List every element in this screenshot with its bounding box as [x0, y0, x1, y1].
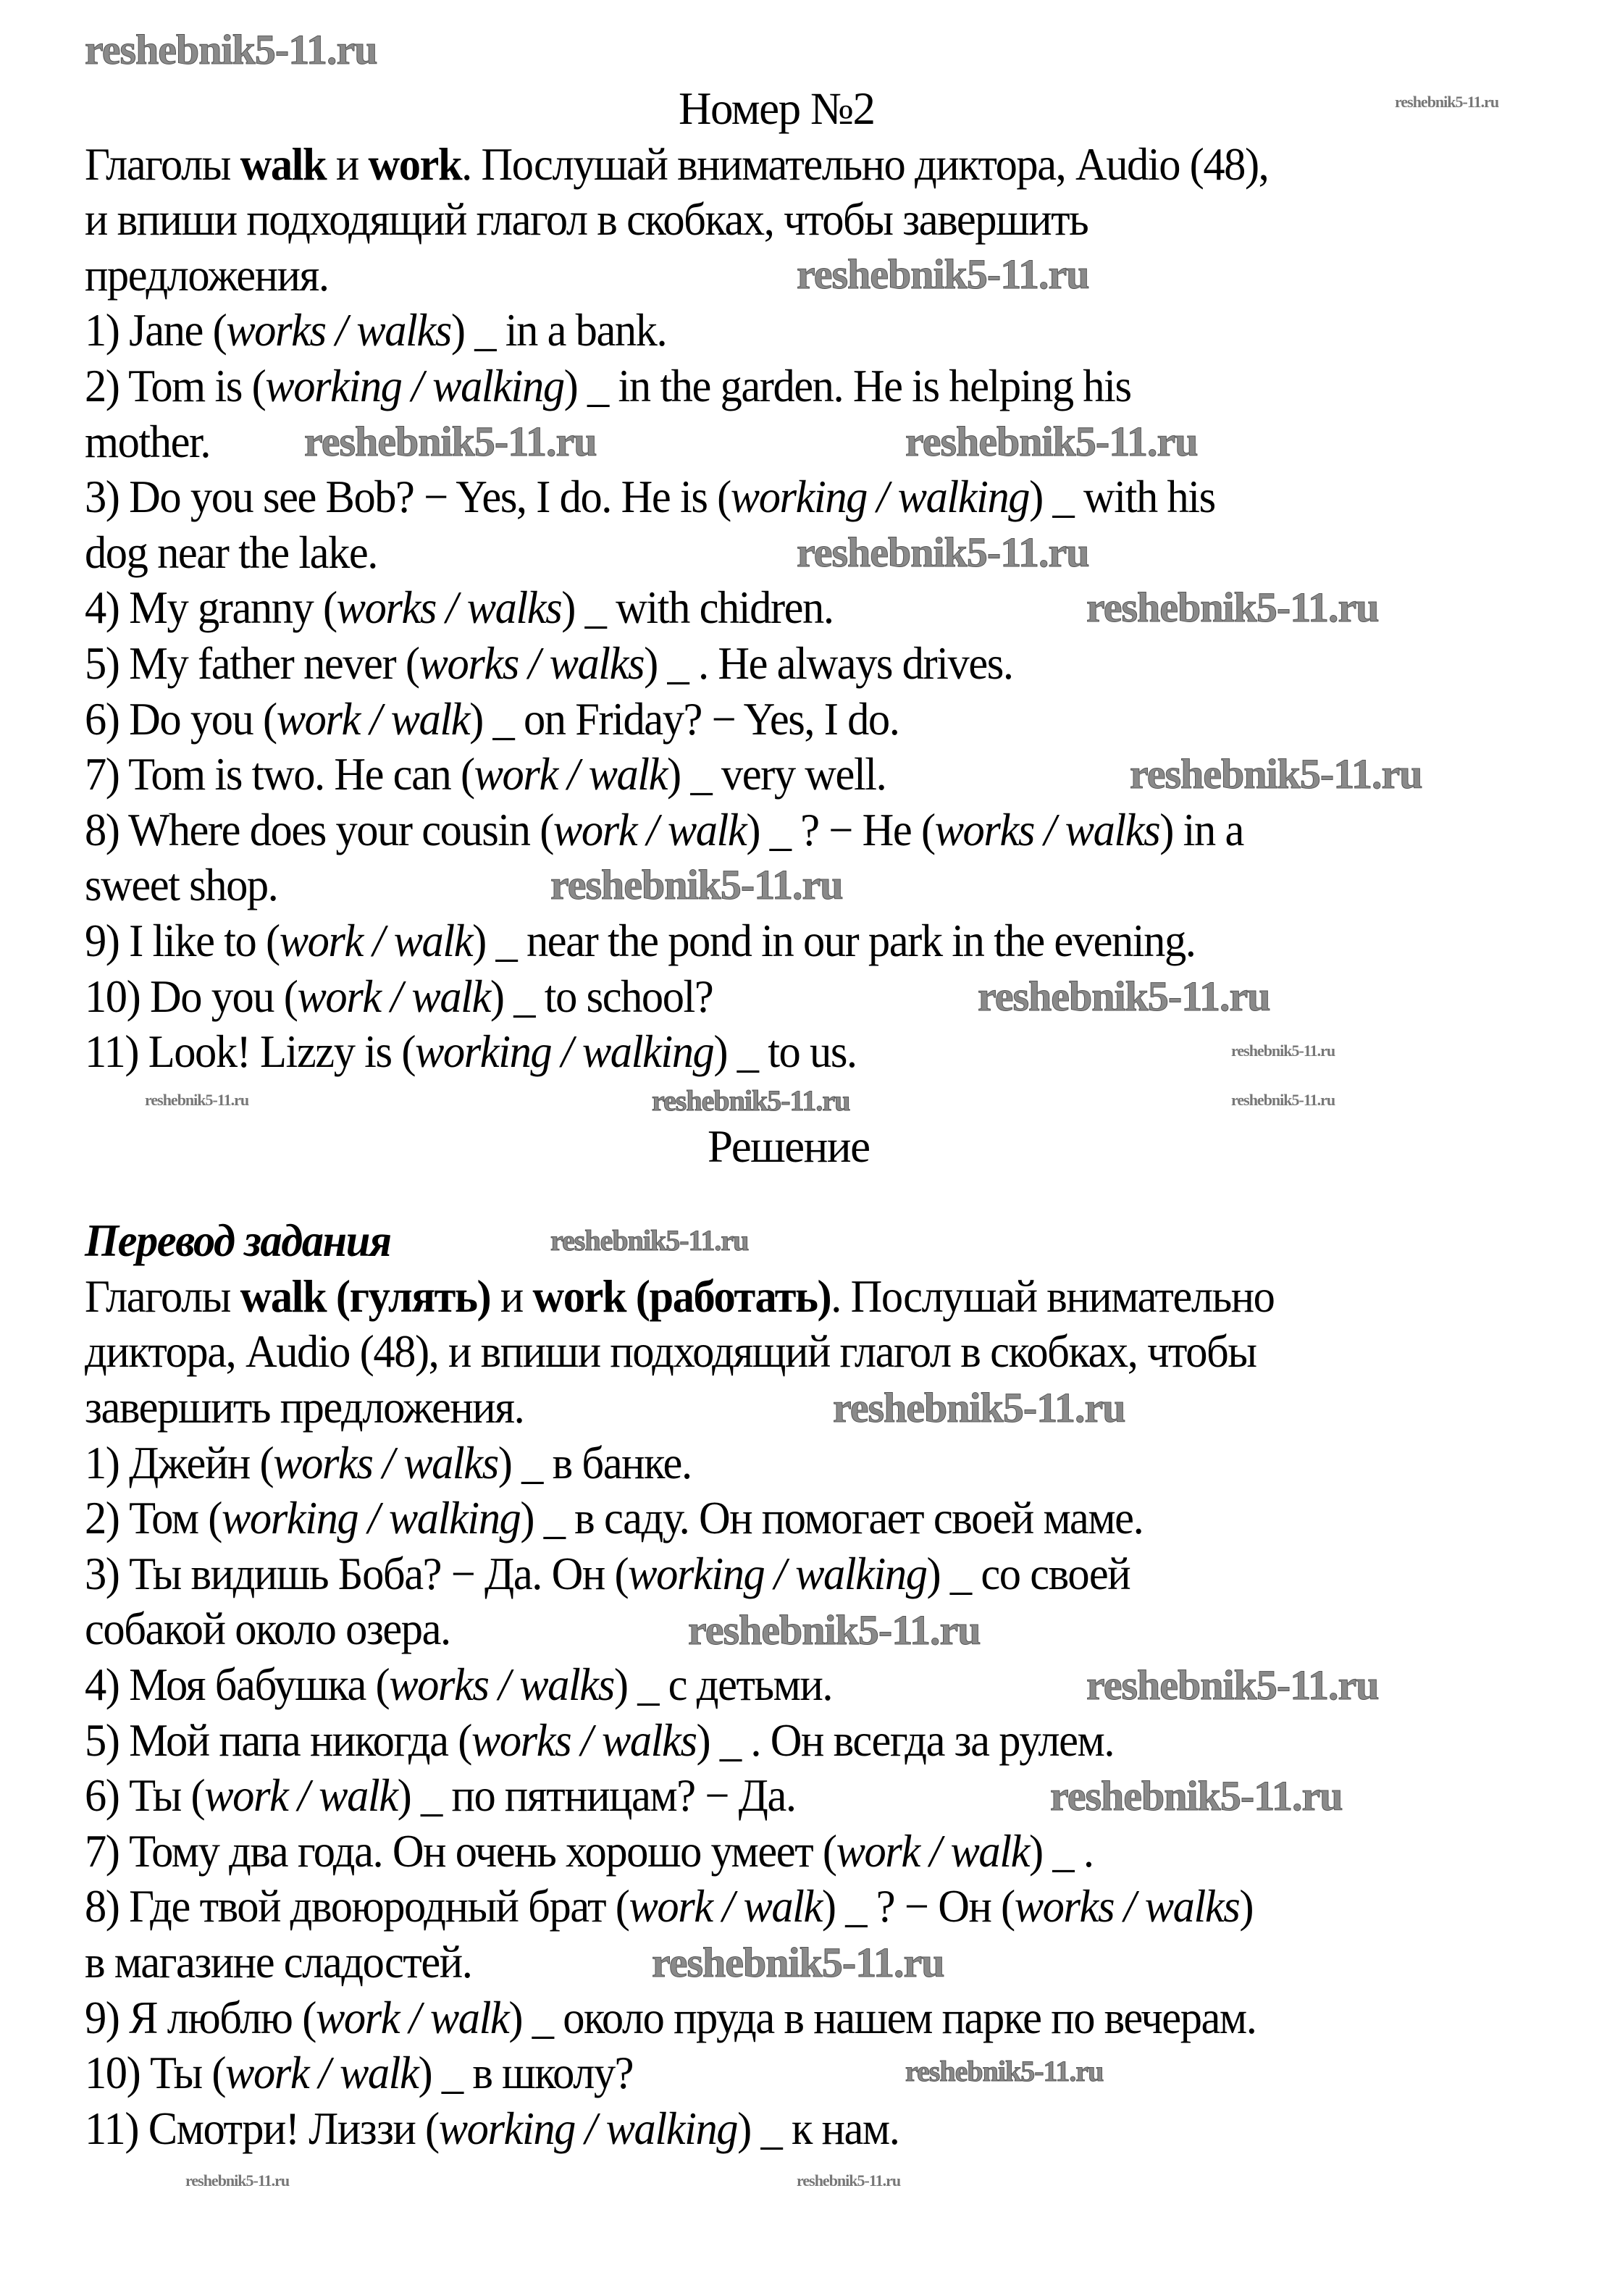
- watermark: reshebnik5-11.ru: [1231, 1042, 1335, 1060]
- watermark: reshebnik5-11.ru: [905, 418, 1198, 465]
- emphasized-text: working / walking: [438, 2103, 738, 2154]
- solution-heading: Решение: [708, 1120, 870, 1172]
- watermark: reshebnik5-11.ru: [833, 1384, 1125, 1431]
- page-title: Номер №2: [679, 83, 875, 134]
- emphasized-text: works / walks: [471, 1714, 697, 1766]
- text-segment: 11) Look! Lizzy is (: [85, 1026, 416, 1078]
- text-segment: 1) Джейн (: [85, 1437, 274, 1488]
- text-segment: 8) Где твой двоюродный брат (: [85, 1881, 629, 1932]
- translation-line: [85, 1380, 524, 1436]
- emphasized-text: work (работать): [532, 1270, 831, 1322]
- text-segment: диктора, Audio (48), и впиши подходящий глагол в скобках, чтобы: [85, 1326, 1256, 1378]
- text-segment: . Послушай внимательно: [831, 1270, 1275, 1322]
- emphasized-text: work / walk: [279, 915, 473, 966]
- translation-line: [85, 1324, 1256, 1380]
- task-line: [85, 969, 713, 1025]
- translation-line: [85, 1824, 1094, 1880]
- text-segment: 9) Я люблю (: [85, 1992, 316, 2043]
- watermark: reshebnik5-11.ru: [688, 1606, 981, 1654]
- emphasized-text: works / walks: [419, 637, 645, 689]
- text-segment: ) _ к нам.: [737, 2103, 899, 2154]
- task-line: [85, 414, 210, 470]
- text-segment: ) _ on Friday? − Yes, I do.: [469, 693, 899, 745]
- translation-line: [85, 1879, 1253, 1935]
- emphasized-text: work / walk: [225, 2048, 419, 2099]
- text-segment: 7) Tom is two. He can (: [85, 749, 474, 800]
- text-segment: 5) Мой папа никогда (: [85, 1714, 471, 1766]
- emphasized-text: works / walks: [273, 1437, 498, 1488]
- watermark: reshebnik5-11.ru: [85, 26, 377, 73]
- text-segment: 3) Do you see Bob? − Yes, I do. He is (: [85, 472, 731, 523]
- watermark: reshebnik5-11.ru: [1231, 1091, 1335, 1109]
- text-segment: 7) Тому два года. Он очень хорошо умеет (: [85, 1825, 836, 1877]
- translation-text: [85, 1269, 1533, 2157]
- text-segment: ) _ to school?: [490, 971, 713, 1022]
- text-segment: . Послушай внимательно диктора, Audio (48),: [461, 138, 1269, 190]
- emphasized-text: works / walks: [226, 305, 451, 356]
- document-page: [85, 81, 1533, 2156]
- watermark: reshebnik5-11.ru: [797, 2171, 901, 2190]
- emphasized-text: working / walking: [415, 1026, 714, 1078]
- task-line: [85, 747, 886, 803]
- translation-line: [85, 1935, 471, 1990]
- text-segment: ) _ . Он всегда за рулем.: [696, 1714, 1115, 1766]
- watermark: reshebnik5-11.ru: [145, 1091, 249, 1109]
- emphasized-text: works / walks: [1014, 1881, 1240, 1932]
- translation-line: [85, 2101, 899, 2157]
- text-segment: 5) My father never (: [85, 637, 419, 689]
- task-line: [85, 525, 377, 581]
- text-segment: ) _ с детьми.: [613, 1659, 833, 1711]
- text-segment: 11) Смотри! Лиззи (: [85, 2103, 439, 2154]
- watermark: reshebnik5-11.ru: [652, 1084, 850, 1117]
- text-segment: 9) I like to (: [85, 915, 280, 966]
- task-line: [85, 137, 1268, 193]
- translation-line: [85, 1990, 1256, 2046]
- watermark: reshebnik5-11.ru: [652, 1939, 944, 1986]
- text-segment: ): [1239, 1881, 1254, 1932]
- emphasized-text: work / walk: [315, 1992, 509, 2043]
- translation-line: [85, 1768, 796, 1824]
- text-segment: и: [326, 138, 369, 190]
- watermark: reshebnik5-11.ru: [550, 1224, 749, 1257]
- translation-line: [85, 1436, 692, 1491]
- text-segment: 6) Do you (: [85, 693, 277, 745]
- translation-line: [85, 1657, 832, 1713]
- task-line: [85, 692, 899, 747]
- text-segment: ) _ in the garden. He is helping his: [563, 360, 1131, 411]
- text-segment: ) _ ? − Он (: [821, 1881, 1015, 1932]
- text-segment: ) _ в школу?: [418, 2048, 634, 2099]
- emphasized-text: working / walking: [265, 360, 564, 411]
- task-line: [85, 1024, 857, 1080]
- text-segment: ) _ with chidren.: [561, 582, 834, 634]
- watermark: reshebnik5-11.ru: [304, 418, 597, 465]
- task-line: [85, 359, 1131, 414]
- task-line: [85, 469, 1215, 525]
- text-segment: ) _ .: [1028, 1825, 1094, 1877]
- text-segment: 6) Ты (: [85, 1770, 205, 1822]
- text-segment: ) _ со своей: [926, 1548, 1130, 1599]
- text-segment: ) _ in a bank.: [450, 305, 667, 356]
- watermark: reshebnik5-11.ru: [1086, 584, 1379, 631]
- text-segment: ) _ в саду. Он помогает своей маме.: [520, 1493, 1144, 1544]
- emphasized-text: work / walk: [276, 693, 470, 745]
- watermark: reshebnik5-11.ru: [550, 861, 843, 908]
- text-segment: ) _ with his: [1029, 472, 1215, 523]
- task-line: [85, 303, 666, 359]
- text-segment: 8) Where does your cousin (: [85, 804, 553, 855]
- watermark: reshebnik5-11.ru: [797, 251, 1089, 298]
- text-segment: sweet shop.: [85, 860, 278, 911]
- text-segment: и: [490, 1270, 533, 1322]
- text-segment: ) _ по пятницам? − Да.: [397, 1770, 796, 1822]
- emphasized-text: work: [368, 138, 462, 190]
- emphasized-text: works / walks: [389, 1659, 614, 1711]
- translation-line: [85, 1601, 450, 1657]
- emphasized-text: work / walk: [629, 1881, 822, 1932]
- watermark: reshebnik5-11.ru: [1050, 1772, 1343, 1819]
- text-segment: 3) Ты видишь Боба? − Да. Он (: [85, 1548, 629, 1599]
- translation-line: [85, 2045, 633, 2101]
- task-line: [85, 803, 1243, 858]
- text-segment: Глаголы: [85, 138, 240, 190]
- text-segment: 1) Jane (: [85, 305, 227, 356]
- translation-line: [85, 1546, 1130, 1602]
- emphasized-text: working / walking: [222, 1493, 521, 1544]
- task-text: [85, 137, 1533, 1080]
- emphasized-text: work / walk: [836, 1825, 1029, 1877]
- text-segment: ) in a: [1159, 804, 1243, 855]
- emphasized-text: working / walking: [628, 1548, 927, 1599]
- watermark: reshebnik5-11.ru: [1086, 1662, 1379, 1709]
- watermark: reshebnik5-11.ru: [797, 529, 1089, 576]
- translation-line: [85, 1491, 1143, 1546]
- task-line: [85, 192, 1088, 248]
- text-segment: ) _ в банке.: [498, 1437, 692, 1488]
- text-segment: dog near the lake.: [85, 527, 377, 578]
- text-segment: Глаголы: [85, 1270, 240, 1322]
- watermark: reshebnik5-11.ru: [905, 2055, 1104, 2087]
- text-segment: 2) Tom is (: [85, 360, 266, 411]
- text-segment: собакой около озера.: [85, 1604, 450, 1655]
- translation-line: [85, 1269, 1274, 1325]
- emphasized-text: walk: [240, 138, 327, 190]
- text-segment: и впиши подходящий глагол в скобках, чтобы завершить: [85, 194, 1088, 246]
- watermark: reshebnik5-11.ru: [978, 973, 1270, 1020]
- text-segment: 4) Моя бабушка (: [85, 1659, 390, 1711]
- watermark: reshebnik5-11.ru: [1395, 93, 1499, 111]
- text-segment: ) _ около пруда в нашем парке по вечерам.: [508, 1992, 1256, 2043]
- text-segment: ) _ ? − He (: [746, 804, 935, 855]
- text-segment: 2) Том (: [85, 1493, 222, 1544]
- emphasized-text: work / walk: [204, 1770, 398, 1822]
- watermark: reshebnik5-11.ru: [1130, 750, 1422, 797]
- task-line: [85, 636, 1013, 692]
- emphasized-text: work / walk: [474, 749, 668, 800]
- emphasized-text: work / walk: [297, 971, 490, 1022]
- emphasized-text: working / walking: [730, 472, 1030, 523]
- emphasized-text: works / walks: [336, 582, 562, 634]
- text-segment: ) _ to us.: [713, 1026, 857, 1078]
- text-segment: 10) Do you (: [85, 971, 298, 1022]
- text-segment: предложения.: [85, 249, 329, 301]
- emphasized-text: works / walks: [934, 804, 1160, 855]
- task-line: [85, 858, 277, 913]
- text-segment: ) _ very well.: [667, 749, 886, 800]
- translation-line: [85, 1713, 1114, 1769]
- text-segment: 4) My granny (: [85, 582, 337, 634]
- watermark: reshebnik5-11.ru: [185, 2171, 290, 2190]
- text-segment: 10) Ты (: [85, 2048, 226, 2099]
- emphasized-text: work / walk: [553, 804, 747, 855]
- text-segment: завершить предложения.: [85, 1382, 524, 1433]
- task-line: [85, 580, 834, 636]
- emphasized-text: walk (гулять): [240, 1270, 491, 1322]
- text-segment: в магазине сладостей.: [85, 1937, 472, 1987]
- text-segment: mother.: [85, 416, 211, 467]
- translation-heading: Перевод задания: [85, 1215, 391, 1267]
- text-segment: ) _ . He always drives.: [644, 637, 1013, 689]
- text-segment: ) _ near the pond in our park in the evening.: [472, 915, 1196, 966]
- task-line: [85, 913, 1195, 969]
- task-line: [85, 248, 329, 303]
